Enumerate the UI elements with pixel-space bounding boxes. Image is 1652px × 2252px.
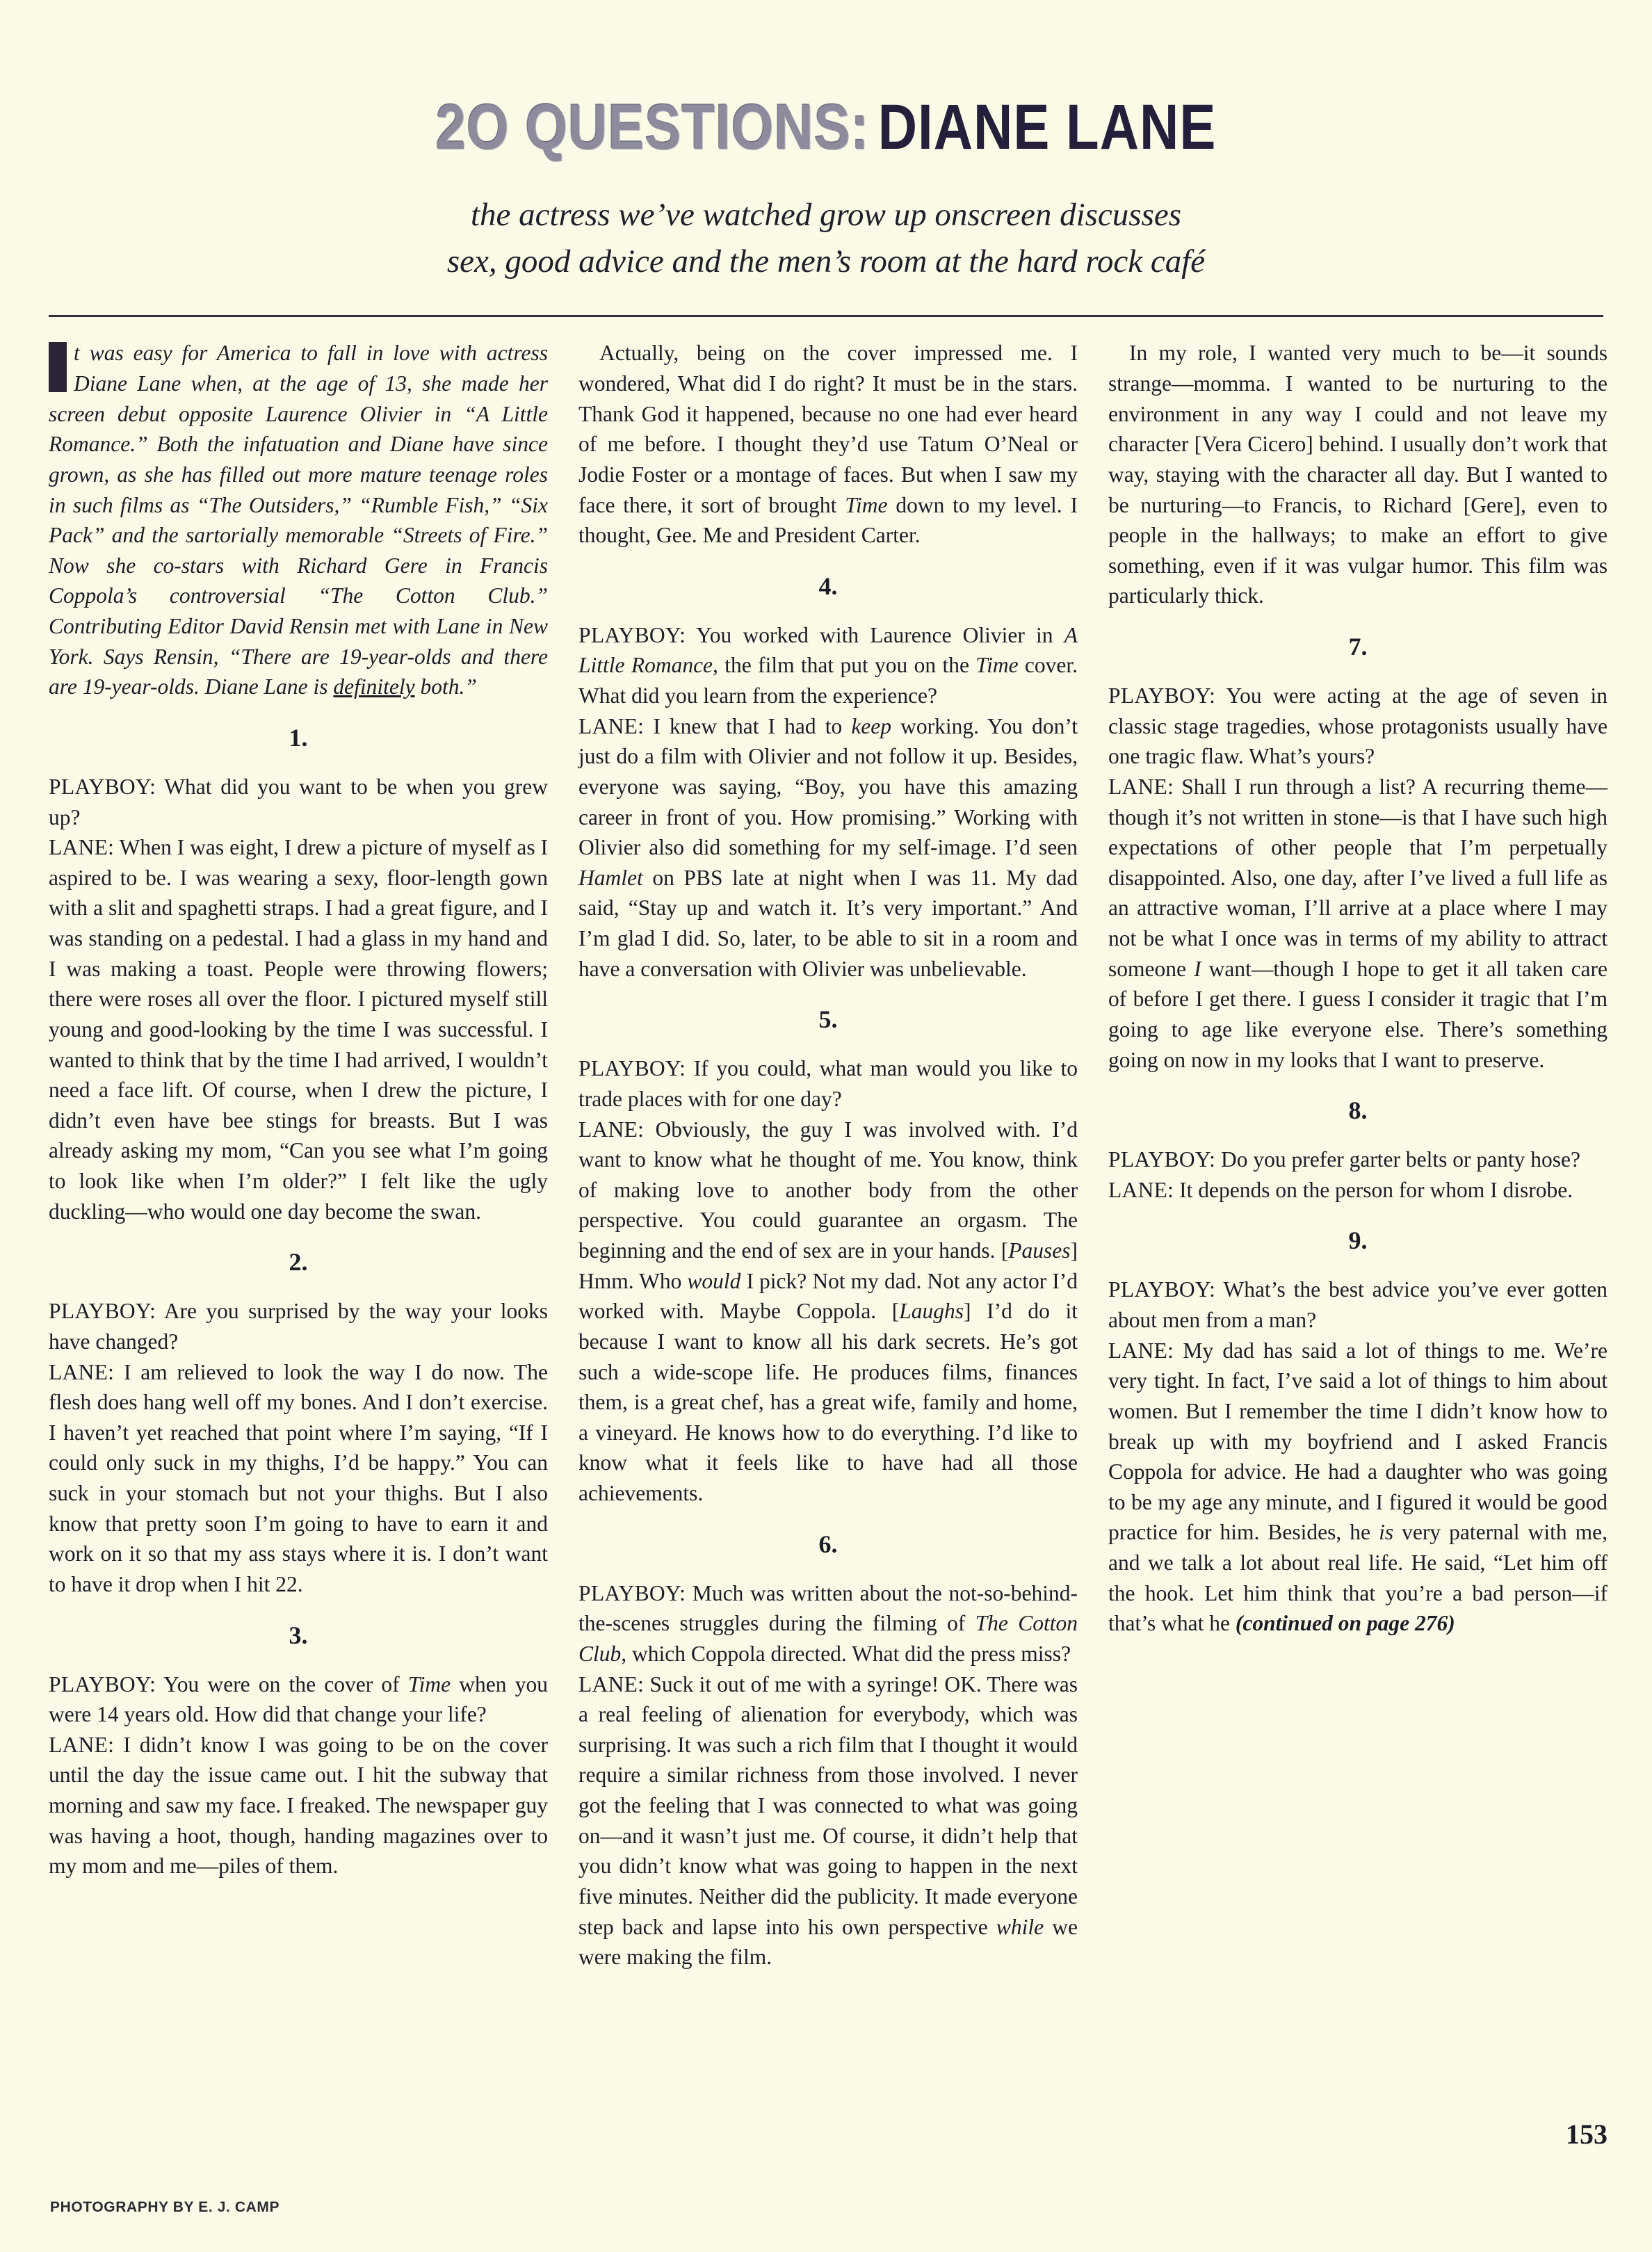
answer-5-mid: ] Hmm. Who (578, 1238, 1078, 1293)
question-3-title-time: Time (407, 1671, 451, 1696)
page-title (0, 90, 1652, 163)
speaker-label-playboy: PLAYBOY: (49, 774, 156, 799)
answer-4-title-hamlet: Hamlet (578, 865, 643, 890)
question-4-title-time: Time (975, 653, 1019, 678)
answer-3-para2-post: down to my level. I thought, Gee. Me and President Carter. (578, 492, 1078, 548)
answer-6-post: we were making the film. (578, 1914, 1078, 1970)
question-4-film-title: A Little Romance (578, 622, 1078, 678)
drop-cap-initial (49, 342, 67, 392)
continued-on-page-note[interactable]: (continued on page 276) (1235, 1611, 1455, 1636)
question-number-1: 1. (289, 723, 308, 752)
question-3-answer (49, 1730, 548, 1881)
question-6-pre: Much was written about the not-so-behind-the-scenes struggles during the filming of (578, 1580, 1078, 1636)
speaker-label-lane: LANE: (49, 835, 115, 860)
question-2-text: Are you surprised by the way your looks have changed? (49, 1299, 548, 1354)
speaker-label-lane: LANE: (49, 1732, 115, 1757)
header-divider-rule (49, 315, 1603, 317)
answer-5-pre: Obviously, the guy I was involved with. I’d want to know what he thought of me. You know, think of making love to another body from the other perspective. You could guarantee an orgasm. The beginning and the end of sex are in your hands. [ (578, 1117, 1078, 1263)
photography-credit: PHOTOGRAPHY BY E. J. CAMP (50, 2199, 280, 2215)
answer-8-text: It depends on the person for whom I disrobe. (1179, 1177, 1573, 1202)
question-5-text: If you could, what man would you like to trade places with for one day? (578, 1056, 1078, 1111)
page-number: 153 (1566, 2119, 1608, 2150)
question-5-answer (578, 1115, 1078, 1509)
question-6-answer (578, 1669, 1078, 1972)
answer-9-emphasis-is: is (1379, 1520, 1394, 1545)
speaker-label-lane: LANE: (578, 1117, 645, 1142)
question-9-prompt (1108, 1274, 1608, 1335)
speaker-label-lane: LANE: (1108, 1177, 1174, 1202)
question-3-text-pre: You were on the cover of (163, 1671, 408, 1696)
question-8-answer (1108, 1175, 1608, 1206)
intro-text-b: both.” (414, 674, 477, 699)
masthead (0, 0, 1652, 284)
answer-2-text: I am relieved to look the way I do now. The flesh does hang well off my bones. And I don’t exercise. I haven’t yet reached that point where I’m saying, “If I could only suck in my thighs, I’d be happy.” You can suck in your stomach but not your thighs. But I also know that pretty soon I’m going to have to earn it and work on it so that my ass stays where it is. I don’t want to have it drop when I hit 22. (49, 1359, 548, 1596)
question-5-prompt (578, 1053, 1078, 1114)
answer-5-post: ] I’d do it because I want to know all his dark secrets. He’s got such a wide-scope life. He produces films, finances them, is a great chef, has a great wife, family and home, a vineyard. He knows how to do everything. I’d like to know what it feels like to have had all those achievements. (578, 1299, 1078, 1506)
question-8-text: Do you prefer garter belts or panty hose? (1221, 1147, 1580, 1172)
answer-6-continuation: In my role, I wanted very much to be—it sounds strange—momma. I wanted to be nurturing to the environment in any way I could and not leave my character [Vera Cicero] behind. I usually don’t work that way, staying with the character all day. But I wanted to be nurturing—to Francis, to Richard [Gere], even to people in the hallways; to make an effort to give something, even if it was vulgar humor. This film was particularly thick. (1108, 341, 1608, 608)
answer-4-pre: I knew that I had to (653, 713, 852, 738)
answer-4-post: on PBS late at night when I was 11. My dad said, “Stay up and watch it. It’s very important.” And I’m glad I did. So, later, to be able to sit in a room and have a conversation with Olivier was unbelievable. (578, 865, 1078, 981)
article-columns (49, 338, 1608, 2104)
question-9-text: What’s the best advice you’ve ever gotten about men from a man? (1108, 1277, 1608, 1333)
speaker-label-playboy: PLAYBOY: (578, 622, 686, 647)
question-1-text: What did you want to be when you grew up? (49, 774, 548, 829)
answer-4-mid: working. You don’t just do a film with Olivier and not follow it up. Besides, everyone was saying, “Boy, you have this amazing career in front of you. How promising.” Working with Olivier also did something for my self-image. I’d seen (578, 713, 1078, 860)
speaker-label-playboy: PLAYBOY: (1108, 1147, 1216, 1172)
speaker-label-lane: LANE: (49, 1359, 115, 1384)
question-7-answer (1108, 772, 1608, 1075)
speaker-label-lane: LANE: (578, 713, 645, 738)
answer-6-emphasis-while: while (996, 1914, 1044, 1939)
question-4-post: cover. What did you learn from the experience? (578, 653, 1078, 708)
column-2 (578, 338, 1078, 2104)
answer-9-post: very paternal with me, and we talk a lot about real life. He said, “Let him off the hook. Let him think that you’re a bad person—if that’s what he (1108, 1520, 1608, 1636)
answer-7-pre: Shall I run through a list? A recurring theme—though it’s not written in stone—is that I have such high expectations of other people that I’m perpetually disappointed. Also, one day, after I’ve lived a full life as an attractive woman, I’ll arrive at a place where I may not be what I once was in terms of my ability to attract someone (1108, 774, 1608, 981)
question-3-prompt (49, 1669, 548, 1730)
question-1-answer (49, 832, 548, 1226)
speaker-label-lane: LANE: (1108, 1338, 1174, 1363)
intro-paragraph (49, 338, 548, 702)
answer-7-post: want—though I hope to get it all taken care of before I get there. I guess I consider it tragic that I’m going to age like everyone else. There’s something going on now in my looks that I want to preserve. (1108, 956, 1608, 1072)
answer-4-emphasis-keep: keep (851, 713, 892, 738)
intro-underlined-word: definitely (333, 674, 415, 699)
answer-3-continuation (578, 338, 1078, 550)
question-6-prompt (578, 1578, 1078, 1669)
question-number-8: 8. (1348, 1096, 1368, 1125)
intro-text-a: t was easy for America to fall in love with actress Diane Lane when, at the age of 13, she made her screen debut opposite Laurence Olivier in “A Little Romance.” Both the infatuation and Diane have since grown, as she has filled out more mature teenage roles in such films as “The Outsiders,” “Rumble Fish,” “Six Pack” and the sartorially memorable “Streets of Fire.” Now she co-stars with Richard Gere in Francis Coppola’s controversial “The Cotton Club.” Contributing Editor David Rensin met with Lane in New York. Says Rensin, “There are 19-year-olds and there are 19-year-olds. Diane Lane is (49, 341, 548, 699)
column-3 (1108, 338, 1608, 2104)
title-subject-name: DIANE LANE (877, 90, 1217, 163)
question-2-prompt (49, 1296, 548, 1356)
question-number-9: 9. (1348, 1226, 1368, 1255)
question-7-prompt (1108, 681, 1608, 772)
answer-9-pre: My dad has said a lot of things to me. We’re very tight. In fact, I’ve said a lot of things to him about women. But I remember the time I didn’t know how to break up with my boyfriend and I asked Francis Coppola for advice. He had a daughter who was going to be my age any minute, and I figured it would be good practice for him. Besides, he (1108, 1338, 1608, 1545)
deck-line-1: the actress we’ve watched grow up onscreen discusses (470, 197, 1182, 233)
question-9-answer (1108, 1336, 1608, 1639)
speaker-label-lane: LANE: (1108, 774, 1174, 799)
question-6-post: , which Coppola directed. What did the press miss? (621, 1641, 1071, 1666)
question-3-text-post: when you were 14 years old. How did that change your life? (49, 1671, 548, 1727)
question-1-prompt (49, 772, 548, 832)
question-number-6: 6. (818, 1530, 838, 1558)
speaker-label-playboy: PLAYBOY: (1108, 1277, 1216, 1302)
question-4-mid: , the film that put you on the (713, 653, 976, 678)
question-number-4: 4. (818, 572, 838, 600)
answer-5-stage-direction-laughs: Laughs (899, 1299, 964, 1324)
answer-3-title-time: Time (845, 492, 888, 517)
question-6-film-title: The Cotton Club (578, 1611, 1078, 1666)
question-number-3: 3. (289, 1621, 308, 1649)
answer-7-emphasis-i: I (1194, 956, 1201, 981)
answer-3-para2-pre: Actually, being on the cover impressed me. I wondered, What did I do right? It must be in the stars. Thank God it happened, because no one had ever heard of me before. I thought they’d use Tatum O’Neal or Jodie Foster or a montage of faces. But when I saw my face there, it sort of brought (578, 341, 1078, 517)
question-4-answer (578, 711, 1078, 985)
answer-6-pre: Suck it out of me with a syringe! OK. There was a real feeling of alienation for everybody, which was surprising. It was such a rich film that I thought it would require a similar richness from those involved. I never got the feeling that I was connected to what was going on—and it wasn’t just me. Of course, it didn’t help that you didn’t know what was going to happen in the next five minutes. Neither did the publicity. It made everyone step back and lapse into his own perspective (578, 1671, 1078, 1939)
question-4-prompt (578, 620, 1078, 711)
speaker-label-playboy: PLAYBOY: (578, 1580, 686, 1605)
question-number-2: 2. (289, 1248, 308, 1277)
answer-5-emphasis-would: would (687, 1268, 741, 1293)
answer-3-text: I didn’t know I was going to be on the cover until the day the issue came out. I hit the subway that morning and saw my face. I freaked. The newspaper guy was having a hoot, though, handing magazines over to my mom and me—piles of them. (49, 1732, 549, 1879)
question-number-5: 5. (818, 1005, 838, 1034)
answer-1-text: When I was eight, I drew a picture of myself as I aspired to be. I was wearing a sexy, floor-length gown with a slit and spaghetti straps. I had a great figure, and I was standing on a pedestal. I had a glass in my hand and I was making a toast. People were throwing flowers; there were roses all over the floor. I pictured myself still young and good-looking by the time I was successful. I wanted to think that by the time I had arrived, I wouldn’t need a face lift. Of course, when I drew the picture, I didn’t even have bee stings for breasts. But I was already asking my mom, “Can you see what I’m going to look like when I’m older?” I felt like the ugly duckling—who would one day become the swan. (49, 835, 548, 1224)
question-2-answer (49, 1357, 548, 1600)
title-prefix: 2O QUESTIONS: (435, 90, 870, 163)
speaker-label-lane: LANE: (578, 1671, 645, 1696)
question-number-7: 7. (1348, 633, 1368, 661)
answer-5-stage-direction-pauses: Pauses (1008, 1238, 1071, 1263)
page-footer (0, 2169, 1652, 2252)
question-7-text: You were acting at the age of seven in classic stage tragedies, whose protagonists usually have one tragic flaw. What’s yours? (1108, 683, 1608, 769)
column-1 (49, 338, 548, 2104)
answer-5-mid2: I pick? Not my dad. Not any actor I’d worked with. Maybe Coppola. [ (578, 1268, 1078, 1324)
speaker-label-playboy: PLAYBOY: (49, 1299, 156, 1324)
question-8-prompt (1108, 1144, 1608, 1175)
deck-line-2: sex, good advice and the men’s room at the hard rock café (446, 243, 1206, 280)
speaker-label-playboy: PLAYBOY: (49, 1671, 156, 1696)
deck-subtitle (0, 192, 1652, 284)
question-4-pre: You worked with Laurence Olivier in (696, 622, 1064, 647)
speaker-label-playboy: PLAYBOY: (1108, 683, 1216, 708)
speaker-label-playboy: PLAYBOY: (578, 1056, 686, 1081)
